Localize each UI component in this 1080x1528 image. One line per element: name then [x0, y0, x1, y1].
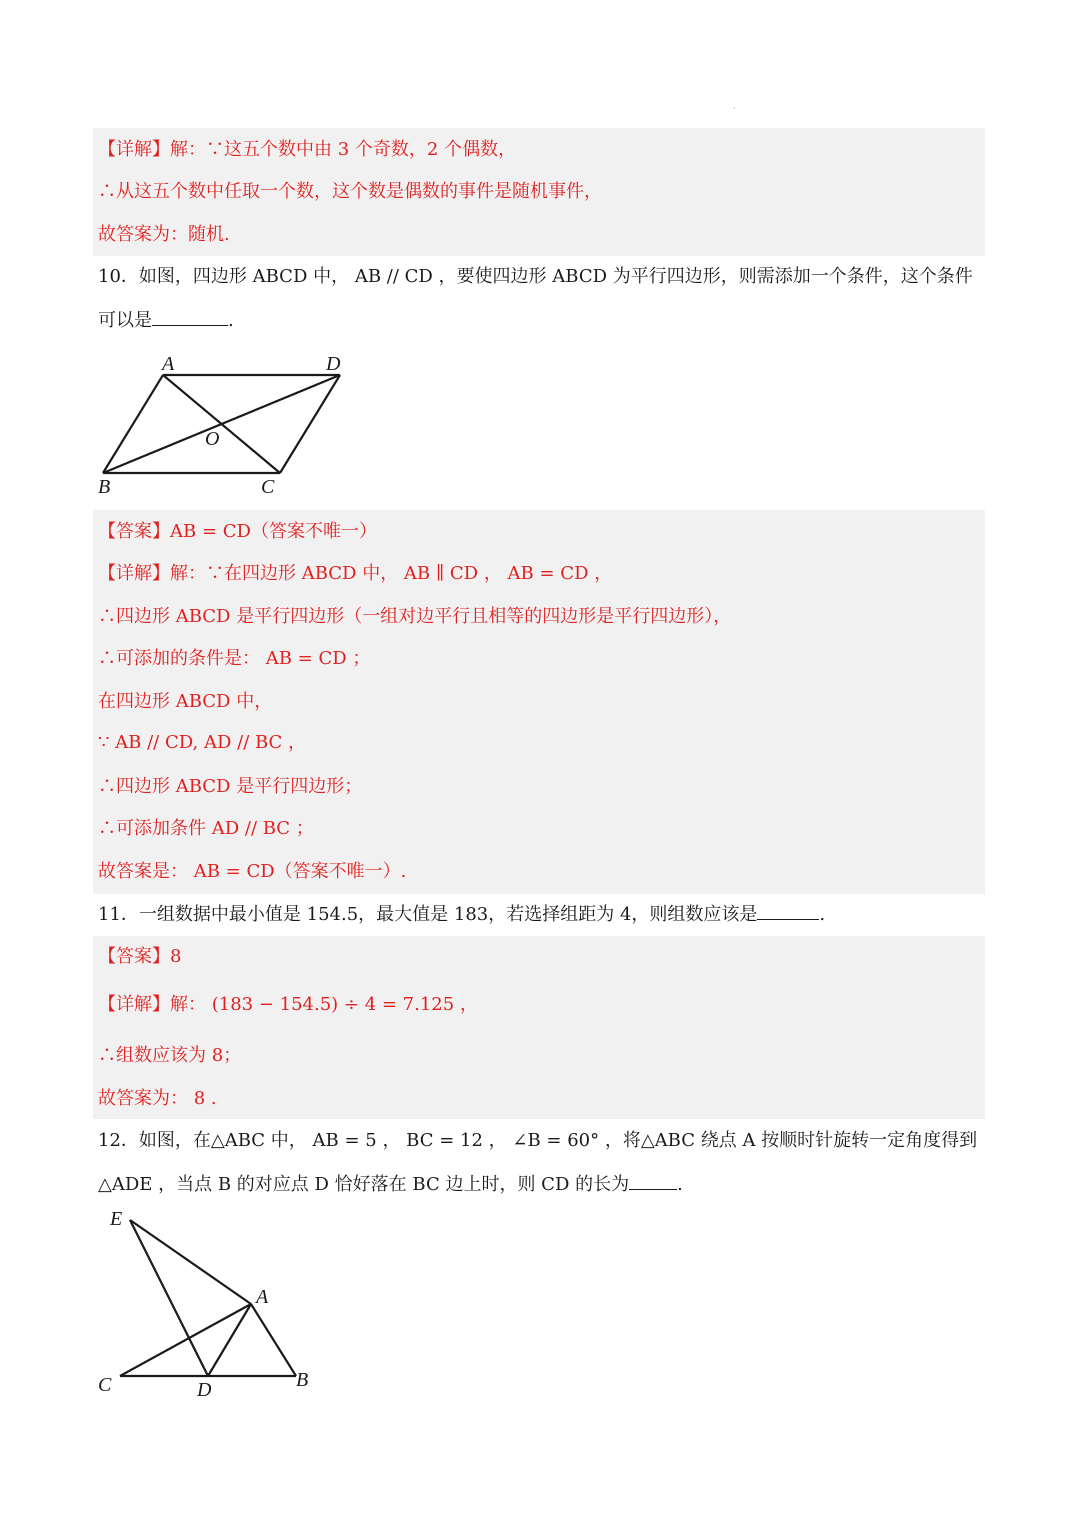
segment-ab: [251, 1304, 296, 1376]
solution-11-step-1: ∴组数应该为 8；: [98, 1045, 242, 1066]
label-c: C: [261, 476, 275, 498]
solution-10-final: 故答案是： AB = CD（答案不唯一）.: [98, 861, 407, 882]
solution-11-detail: 【详解】解： (183 − 154.5) ÷ 4 = 7.125 ，: [98, 994, 478, 1015]
solution-9-detail: 【详解】解：∵这五个数中由 3 个奇数，2 个偶数，: [98, 139, 517, 160]
solution-10-step-1: ∴四边形 ABCD 是平行四边形（一组对边平行且相等的四边形是平行四边形），: [98, 606, 732, 627]
question-11-end: .: [819, 904, 826, 925]
label-b: B: [98, 476, 111, 498]
solution-10-answer: 【答案】AB = CD（答案不唯一）: [98, 521, 377, 542]
segment-ed: [130, 1220, 208, 1376]
question-11-text: 11．一组数据中最小值是 154.5，最大值是 183，若选择组距为 4，则组数应该是: [98, 904, 758, 925]
label-e: E: [110, 1208, 123, 1230]
solution-9-conclusion: ∴从这五个数中任取一个数，这个数是偶数的事件是随机事件，: [98, 181, 602, 202]
question-10-text: 可以是: [98, 310, 152, 331]
question-11-line-1: [98, 901, 825, 927]
question-12-line-2: [98, 1171, 683, 1197]
answer-blank-12: [629, 1171, 677, 1190]
solution-10-step-4: ∵ AB // CD, AD // BC ，: [98, 732, 307, 753]
figure-rotation: [90, 1198, 330, 1408]
solution-9-answer: 故答案为：随机.: [98, 224, 230, 245]
solution-10-detail: 【详解】解：∵在四边形 ABCD 中， AB ∥ CD ， AB = CD ，: [98, 563, 613, 584]
question-12-line-1: 12．如图，在△ABC 中， AB = 5 ， BC = 12 ， ∠B = 60° ，将△ABC 绕点 A 按顺时针旋转一定角度得到: [98, 1130, 978, 1151]
label-d: D: [326, 353, 341, 375]
label-a: A: [256, 1286, 269, 1308]
solution-10-step-6: ∴可添加条件 AD // BC ；: [98, 818, 314, 839]
question-10-line-2: [98, 307, 234, 333]
solution-10-step-2: ∴可添加的条件是： AB = CD ；: [98, 648, 371, 669]
edge-dc: [280, 375, 340, 473]
diagonal-bd: [103, 375, 340, 473]
answer-blank-11: [757, 901, 819, 920]
solution-9-box: [93, 128, 985, 256]
segment-ea: [130, 1220, 251, 1304]
edge-ab: [103, 375, 163, 473]
label-o: O: [205, 428, 220, 450]
solution-10-step-5: ∴四边形 ABCD 是平行四边形；: [98, 776, 363, 797]
segment-ca: [120, 1304, 251, 1376]
label-a: A: [162, 353, 175, 375]
solution-10-box: [93, 510, 985, 894]
solution-11-answer: 【答案】8: [98, 946, 182, 967]
solution-10-step-3: 在四边形 ABCD 中，: [98, 691, 273, 712]
question-10-line-1: 10．如图，四边形 ABCD 中， AB // CD ，要使四边形 ABCD 为平行四边形，则需添加一个条件，这个条件: [98, 266, 973, 287]
header-dot: ·: [733, 104, 736, 113]
question-12-text: △ADE ，当点 B 的对应点 D 恰好落在 BC 边上时，则 CD 的长为: [98, 1174, 630, 1195]
answer-blank-10: [152, 307, 228, 326]
solution-11-box: [93, 936, 985, 1119]
solution-11-final: 故答案为： 8 .: [98, 1088, 217, 1109]
label-c: C: [98, 1374, 112, 1396]
label-d: D: [197, 1379, 212, 1401]
label-b: B: [296, 1369, 309, 1391]
question-10-end: .: [228, 310, 234, 331]
figure-parallelogram: [90, 348, 360, 498]
question-12-end: .: [677, 1174, 683, 1195]
